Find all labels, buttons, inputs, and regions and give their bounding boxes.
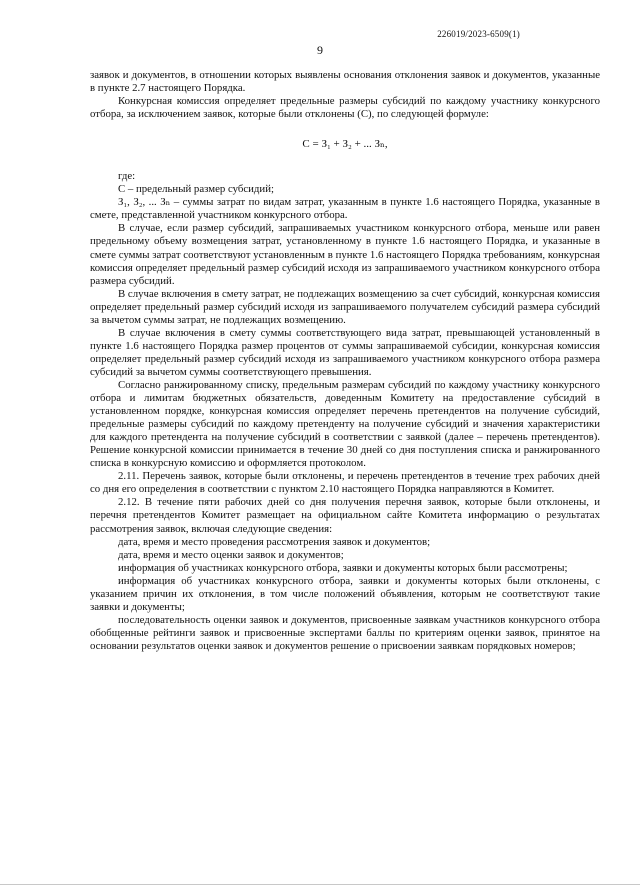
page-number: 9 (317, 43, 323, 57)
paragraph-continuation: заявок и документов, в отношении которых выявлены основания отклонения заявок и документов, указанные в пункте 2.7 настоящего Порядка. (90, 69, 600, 95)
list-item-evaluation-date: дата, время и место оценки заявок и документов; (118, 548, 344, 561)
document-number: 226019/2023-6509(1) (437, 29, 520, 39)
list-item-review-date: дата, время и место проведения рассмотрения заявок и документов; (118, 535, 431, 548)
paragraph-commission-limits: Конкурсная комиссия определяет предельные размеры субсидий по каждому участнику конкурсного отбора, за исключением заявок, которые были отклонены (С), по следующей формуле: (90, 95, 600, 121)
paragraph-case-non-reimbursable: В случае включения в смету затрат, не подлежащих возмещению за счет субсидий, конкурсная комиссия определяет предельный размер субсидий исходя из запрашиваемого получателем субсидий размера субсидий за вычетом суммы затрат, не подлежащих возмещению. (90, 287, 600, 326)
paragraph-2-11: 2.11. Перечень заявок, которые были отклонены, и перечень претендентов в течение трех рабочих дней со дня его определения в соответствии с пунктом 2.10 настоящего Порядка направляются в Комитет. (90, 470, 600, 496)
paragraph-ranked-list: Согласно ранжированному списку, предельным размерам субсидий по каждому участнику конкурсного отбора и лимитам бюджетных обязательств, доведенным Комитету на предоставление субсидий в установленном порядке, конкурсная комиссия определяет перечень претендентов на получение субсидий, предельные размеры субсидий по каждому претенденту на получение субсидий и значения характеристики для каждого претендента на получение субсидий в соответствии с заявкой (далее – перечень претендентов). Решение конкурсной комиссии принимается в течение 30 дней со дня поступления списка и ранжированного списка в конкурсную комиссию и оформляется протоколом. (90, 378, 600, 470)
list-item-rejected-participants: информация об участниках конкурсного отбора, заявки и документы которых были отклонены, с указанием причин их отклонения, в том числе положений объявления, которым не соответствуют такие заявки и документы; (90, 574, 600, 613)
paragraph-case-less-or-equal: В случае, если размер субсидий, запрашиваемых участником конкурсного отбора, меньше или равен предельному объему возмещения затрат, установленному в пункте 1.6 настоящего Порядка, и указанные в смете суммы затрат соответствуют установленным в пункте 1.6 настоящего Порядка требованиям, конкурсная комиссия определяет предельный размер субсидий исходя из запрашиваемого участником конкурсного отбора размера субсидий. (90, 222, 600, 287)
document-body (90, 69, 600, 653)
bottom-edge-line (0, 884, 640, 885)
formula-definition-z: З₁, З₂, ... Зₙ – суммы затрат по видам затрат, указанным в пункте 1.6 настоящего Порядка, указанные в смете, представленной участником конкурсного отбора. (90, 196, 600, 222)
formula-definition-c: С – предельный размер субсидий; (118, 183, 274, 196)
formula: С = З₁ + З₂ + ... Зₙ, (302, 138, 388, 151)
paragraph-case-excess: В случае включения в смету суммы соответствующего вида затрат, превышающей установленный в пункте 1.6 настоящего Порядка размер процентов от суммы запрашиваемой субсидии, конкурсная комиссия определяет предельный размер субсидий исходя из запрашиваемого участником конкурсного отбора размера субсидий за вычетом суммы соответствующего превышения. (90, 326, 600, 378)
list-item-evaluation-sequence: последовательность оценки заявок и документов, присвоенные заявкам участников конкурсного отбора обобщенные рейтинги заявок и присвоенные экспертами баллы по критериям оценки заявок, принятое на основании результатов оценки заявок и документов решение о присвоении заявкам порядковых номеров; (90, 613, 600, 652)
list-item-reviewed-participants: информация об участниках конкурсного отбора, заявки и документы которых были рассмотрены; (118, 561, 568, 574)
formula-where: где: (118, 170, 136, 183)
paragraph-2-12: 2.12. В течение пяти рабочих дней со дня получения перечня заявок, которые были отклонены, и перечня претендентов Комитет размещает на официальном сайте Комитета информацию о результатах рассмотрения заявок, включая следующие сведения: (90, 496, 600, 535)
